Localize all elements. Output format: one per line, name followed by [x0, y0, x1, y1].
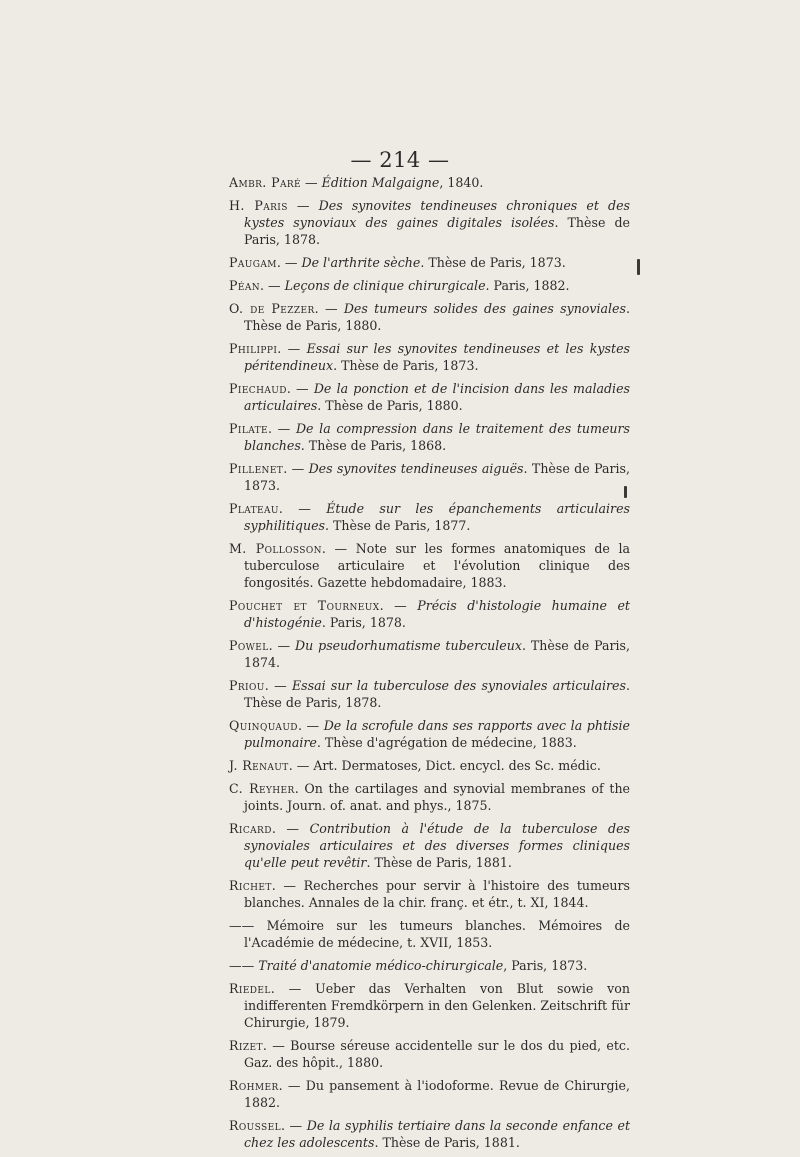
entry-separator: . — — [280, 1118, 307, 1133]
entry-title: Du pseudorhumatisme tuberculeux — [295, 638, 522, 653]
bibliography-entry — [229, 254, 630, 271]
entry-author: Pilate — [229, 421, 268, 436]
entry-details: . Paris, 1878. — [321, 615, 406, 630]
entry-separator: . — — [278, 1078, 306, 1093]
entry-title: De l'arthrite sèche — [301, 255, 421, 270]
entry-details: , 1840. — [439, 175, 484, 190]
entry-title: Étude sur les épanchements articulaires syphilitiques — [244, 501, 630, 533]
entry-details: , Paris, 1873. — [503, 958, 588, 973]
bibliography-entry — [229, 300, 630, 334]
entry-separator: . — — [262, 1038, 291, 1053]
bibliography-entry — [229, 380, 630, 414]
entry-details: . Thèse de Paris, 1878. — [244, 678, 630, 710]
entry-title: Précis d'histologie humaine et d'histogénie — [244, 598, 630, 630]
bibliography-entry — [229, 637, 630, 671]
entry-separator: — — [301, 175, 322, 190]
entry-author: Paugam — [229, 255, 277, 270]
bibliography-entry — [229, 757, 630, 774]
entry-separator: . — — [270, 981, 316, 996]
entry-details: . Thèse de Paris, 1873. — [333, 358, 479, 373]
entry-author: Rohmer — [229, 1078, 279, 1093]
entry-title: Essai sur les synovites tendineuses et les kystes péritendineux — [244, 341, 630, 373]
entry-title: Des tumeurs solides des gaines synoviales — [343, 301, 626, 316]
ink-speck — [624, 486, 627, 498]
entry-title: Essai sur la tuberculose des synoviales articulaires — [291, 678, 626, 693]
entry-details: Bourse séreuse accidentelle sur le dos du pied, etc. Gaz. des hôpit., 1880. — [244, 1038, 630, 1070]
entry-separator: . — — [379, 598, 418, 613]
entry-details: Art. Dermatoses, Dict. encycl. des Sc. médic. — [313, 758, 601, 773]
entry-author: Riedel — [229, 981, 271, 996]
entry-separator: . — — [288, 758, 314, 773]
entry-separator: . — — [314, 301, 344, 316]
entry-title: De la compression dans le traitement des tumeurs blanches — [244, 421, 630, 453]
bibliography-entry — [229, 957, 630, 974]
bibliography-entry — [229, 540, 630, 591]
entry-details: . Thèse de Paris, 1881. — [374, 1135, 520, 1150]
entry-title: De la ponction et de l'incision dans les maladies articulaires — [244, 381, 631, 413]
entry-title: Contribution à l'étude de la tuberculose des synoviales articulaires et des diverses formes cliniques qu'elle peut revêtir — [244, 821, 630, 870]
entry-title: Leçons de clinique chirurgicale — [284, 278, 486, 293]
entry-details: . Thèse d'agrégation de médecine, 1883. — [316, 735, 577, 750]
bibliography-entry — [229, 460, 630, 494]
entry-author: Ricard — [229, 821, 272, 836]
entry-author: Roussel — [229, 1118, 281, 1133]
entry-details: . Thèse de Paris, 1873. — [244, 461, 631, 493]
bibliography-list — [229, 174, 630, 1157]
entry-details: Recherches pour servir à l'histoire des tumeurs blanches. Annales de la chir. franç. et étr., t. XI, 1844. — [244, 878, 630, 910]
entry-author: Pouchet et Tourneux — [229, 598, 380, 613]
bibliography-entry — [229, 917, 630, 951]
entry-details: . Thèse de Paris, 1873. — [420, 255, 566, 270]
entry-details: . Thèse de Paris, 1881. — [366, 855, 512, 870]
entry-separator: . — — [271, 821, 310, 836]
entry-author: Richet — [229, 878, 272, 893]
bibliography-entry — [229, 340, 630, 374]
entry-author: Ambr. Paré — [229, 175, 302, 190]
entry-author: Plateau — [229, 501, 279, 516]
entry-details: . Thèse de Paris, 1874. — [244, 638, 630, 670]
entry-separator: . — — [271, 878, 304, 893]
entry-separator: . — — [286, 381, 314, 396]
bibliography-entry — [229, 197, 630, 248]
bibliography-entry — [229, 1037, 630, 1071]
bibliography-entry — [229, 780, 630, 814]
entry-author: Priou — [229, 678, 265, 693]
entry-separator: . — — [321, 541, 356, 556]
bibliography-entry — [229, 1117, 630, 1151]
entry-author: O. de Pezzer — [229, 301, 315, 316]
page-number: — 214 — — [350, 148, 450, 172]
entry-author: J. Renaut — [229, 758, 289, 773]
entry-author: Péan — [229, 278, 261, 293]
bibliography-entry — [229, 980, 630, 1031]
entry-author: Rizet — [229, 1038, 263, 1053]
bibliography-entry — [229, 174, 630, 191]
bibliography-entry — [229, 1077, 630, 1111]
bibliography-entry — [229, 597, 630, 631]
entry-separator: . — — [260, 278, 285, 293]
entry-separator: . — — [264, 678, 292, 693]
entry-details: Mémoire sur les tumeurs blanches. Mémoires de l'Académie de médecine, t. XVII, 1853. — [244, 918, 630, 950]
entry-author: Piechaud — [229, 381, 287, 396]
entry-details: . Paris, 1882. — [485, 278, 570, 293]
entry-title: Des synovites tendineuses aiguës — [308, 461, 524, 476]
bibliography-entry — [229, 420, 630, 454]
entry-details: Du pansement à l'iodoforme. Revue de Chirurgie, 1882. — [244, 1078, 630, 1110]
entry-separator: — — [287, 198, 319, 213]
bibliography-entry — [229, 717, 630, 751]
entry-separator: . — — [297, 718, 324, 733]
entry-author: Powel — [229, 638, 269, 653]
ink-speck — [637, 259, 640, 275]
entry-author: Quinquaud — [229, 718, 298, 733]
entry-author: H. Paris — [229, 198, 288, 213]
entry-title: Des synovites tendineuses chroniques et des kystes synoviaux des gaines digitales isolées — [244, 198, 630, 230]
entry-details: . Thèse de Paris, 1880. — [244, 301, 630, 333]
entry-separator: —— — [229, 958, 259, 973]
entry-details: . Thèse de Paris, 1880. — [317, 398, 463, 413]
bibliography-entry — [229, 820, 630, 871]
entry-separator: . — — [268, 638, 296, 653]
entry-author: C. Reyher — [229, 781, 295, 796]
entry-details: On the cartilages and synovial membranes of the joints. Journ. of. anat. and phys., 1875. — [244, 781, 631, 813]
entry-title: De la syphilis tertiaire dans la seconde enfance et chez les adolescents — [244, 1118, 631, 1150]
entry-author: Pillenet — [229, 461, 284, 476]
entry-author: Philippi — [229, 341, 278, 356]
entry-details: Note sur les formes anatomiques de la tuberculose articulaire et l'évolution clinique des fongosités. Gazette hebdomadaire, 1883. — [244, 541, 631, 590]
entry-details: . Thèse de Paris, 1878. — [244, 215, 630, 247]
entry-details: . Thèse de Paris, 1868. — [300, 438, 447, 453]
entry-title: Traité d'anatomie médico-chirurgicale — [258, 958, 504, 973]
bibliography-entry — [229, 677, 630, 711]
entry-separator: . — — [276, 255, 302, 270]
entry-author: M. Pollosson — [229, 541, 322, 556]
entry-details: . Thèse de Paris, 1877. — [325, 518, 471, 533]
entry-title: De la scrofule dans ses rapports avec la phtisie pulmonaire — [244, 718, 630, 750]
bibliography-entry — [229, 877, 630, 911]
entry-title: Édition Malgaigne — [321, 175, 440, 190]
entry-separator: . — — [283, 461, 309, 476]
bibliography-entry — [229, 277, 630, 294]
entry-separator: —— — [229, 918, 267, 933]
entry-separator: . — — [268, 421, 296, 436]
entry-separator: . — — [278, 501, 327, 516]
entry-separator: . — [294, 781, 305, 796]
entry-separator: . — — [277, 341, 307, 356]
entry-details: Ueber das Verhalten von Blut sowie von indifferenten Fremdkörpern in den Gelenken. Zeitschrift für Chirurgie, 1879. — [244, 981, 630, 1030]
bibliography-entry — [229, 500, 630, 534]
